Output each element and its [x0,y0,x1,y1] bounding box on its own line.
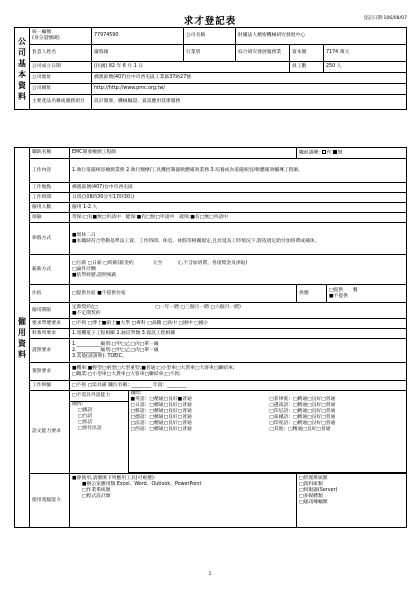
meal-value[interactable]: □提供 餐 ■不提供 [327,285,407,303]
founded-value[interactable]: (民國) 82 年 6 月 1 日 [92,62,290,73]
language-value[interactable] [70,391,407,474]
capital-label: 資本額 [290,45,324,62]
founded-label: 公司成立日期 [30,62,92,73]
domestic-lang-block: 國內: □國語 □台語 □客語 □原住民語 [70,401,128,473]
salary-label: 薪薪方式 [30,255,70,285]
uid-label: 統一編號 (身分證號碼) [30,28,92,45]
training-field[interactable]: 職前訓練: 有 無 [297,148,407,159]
language-grid [70,391,406,473]
job-content-label: 工作內容 [30,159,70,183]
lang-dom-0[interactable]: □國語 [78,407,93,413]
address-label: 公司地址 [30,73,92,84]
computer-label: 使用電腦能力 [30,474,70,528]
housing-label: 住宿 [30,285,70,303]
products-value[interactable]: 設計開發、機械驗證、資訊應用技術服務 [92,95,407,110]
leave-label: 休假方式 [30,223,70,255]
language-label: 語文能力要求 [30,391,70,474]
lang-none[interactable]: □不需具外語能力 [70,391,128,401]
leave-value[interactable]: ■周休二日 ■本職缺符合勞動基準法工資、工作時間、休息、休假等相關規定,且於延長工時情況下,將依規定給付加班費或補休。 [70,223,407,255]
job-content-value[interactable]: 1.執行電磁相容檢測業務 2.執行醫療/工具機控制器軟體確效業務 3.培養成為電磁相容/軟體確效輔導工程師。 [70,159,407,183]
uid-value[interactable]: 77974590 [92,28,184,45]
job-title-label: 職缺名稱 [30,148,70,159]
computer-value[interactable]: ■會使用,請選填下列應用工具(可複選): ■辦公室應用類 Excel、Word、Outlook、PowerPoint □作業系統類 □程式設計類 [70,474,297,528]
meal-label: 供膳 [297,285,327,303]
lang-l-1[interactable]: □日語：□精通□良好□普通 [130,403,192,408]
department-value[interactable]: 1.電機電子工程相關 2.通信學類 3.資訊工程相關 [70,329,407,339]
location-label: 工作地點 [30,183,70,193]
lang-r-5[interactable]: □其他：□精通□良好□普通 [269,427,331,432]
lang-r-0[interactable]: □菲律賓：□精通□良好□普通 [269,397,336,402]
lang-r-4[interactable]: □印度語：□精通□良好□普通 [269,421,336,426]
lang-dom-1[interactable]: □台語 [78,413,93,419]
experience-label: 工作經驗 [30,381,70,391]
driving-value[interactable]: ■機車:■輕型□重型□大型重型;■普通:□小型車□大貨車□大客車□聯結車; □職業:□小型車□大貨車□大客車□聯結車;□不拘; [70,363,407,381]
page-number: 1 [208,572,212,577]
job-info-table [14,147,407,528]
lang-r-2[interactable]: □印尼語：□精通□良好□普通 [269,409,336,414]
lang-l-3[interactable]: □德語：□精通□良好□普通 [130,415,192,420]
form-title: 求才登記表 [183,16,237,27]
department-label: 科系所要求 [30,329,70,339]
job-section-label: 僱 用 資 料 [15,148,30,528]
lang-l-4[interactable]: □法語：□精通□良好□普通 [130,421,192,426]
hours-label: 工作時間 [30,193,70,203]
cert-label: 證照要求 [30,339,70,363]
insurance-label: 保險 [30,213,70,223]
url-value[interactable]: http://http://www.pmc.org.tw/ [92,84,407,95]
period-label: 僱用期限 [30,303,70,319]
staff-label: 員工數 [290,62,324,73]
lang-r-1[interactable]: □越南語：□精通□良好□普通 [269,403,336,408]
headcount-value[interactable]: 僱用 1-2 人 [70,203,407,213]
foreign-lang-block: 國際: ■英語：□精通□良好■普通 □日語：□精通□良好□普通 □韓語：□精通□良好□普通 □德語：□精通□良好□普通 □法語：□精通□良好□普通 □西語：□精通□良好□普通 □菲律賓：□精通□良好□普通 □越南語：□精通□良好□普通 □印尼語：□精通□良好□普通 □泰國語：□精通□良好□普通 □印度語：□精通□良好□普通 □其他：□精通□良好□普通 [128,391,406,473]
address-value[interactable]: 郵遞區號(407)台中市西屯區工業區37路27號 [92,73,407,84]
staff-value[interactable]: 250 人 [324,62,407,73]
housing-value[interactable]: □提供住宿 ■不提供住宿 [70,285,297,303]
job-title-value[interactable]: EMC開發檢測工程師 [70,148,297,159]
products-label: 主要產品名稱或服務項目 [30,95,92,110]
experience-value[interactable]: □不拘 □需具備 職位名稱：________ 年資：________ [70,381,407,391]
lang-l-2[interactable]: □韓語：□精通□良好□普通 [130,409,192,414]
insurance-value[interactable]: 勞保:□有■無□申請中 健保:■有□無□申請中 就保:■有□無□申請中 [70,213,407,223]
location-value[interactable]: 郵遞區號(407)台中市西屯區 [70,183,407,193]
cert-value[interactable]: 1.__________級別:□甲□乙□丙□單一級 2.__________級別:□甲□乙□丙□單一級 3.其他(請說明): TOEIC。 [70,339,407,363]
lang-dom-3[interactable]: □原住民語 [78,425,102,431]
education-value[interactable]: □不拘 □博士■碩士■大學 □專科 □高職 □高中 □國中 □國小 [70,319,407,329]
industry-value[interactable]: 綜合研究發展服務業 [236,45,290,62]
period-value[interactable]: 定期契約(□ □一年一聘 □三個月一聘 □六個月一聘) ■不定期契約 [70,303,407,319]
owner-value[interactable]: 嚴瑞雄 [92,45,184,62]
hours-value[interactable]: 日班自08時30分至17時30分 [70,193,407,203]
lang-l-5[interactable]: □西語：□精通□良好□普通 [130,427,192,432]
driving-label: 駕照要求 [30,363,70,381]
company-info-table [14,27,407,110]
lang-r-3[interactable]: □泰國語：□精通□良好□普通 [269,415,336,420]
registration-date: 登記日期:106/08/07 [363,16,407,21]
owner-label: 負責人姓名 [30,45,92,62]
company-name-value[interactable]: 財團法人精密機械研究發展中心 [236,28,407,45]
url-label: 公司網址 [30,84,92,95]
industry-label: 行業別 [184,45,236,62]
capital-value[interactable]: 7174 萬元 [324,45,407,62]
salary-value[interactable]: □月薪 □日薪 □時薪(薪金約 元至 元,不含加班費、各項獎金及津貼) □論件計酬 ■依學經歷,證照核薪 [70,255,407,285]
lang-dom-2[interactable]: □客語 [78,419,93,425]
lang-l-0[interactable]: ■英語：□精通□良好■普通 [130,397,192,402]
foreign-lang-rows [129,397,407,433]
headcount-label: 僱用人數 [30,203,70,213]
computer-value-right[interactable]: □管理系統類 □資料庫類 □伺服器(Server) □多媒體類 □通訊傳輸類 [297,474,407,528]
company-name-label: 公司名稱 [184,28,236,45]
education-label: 要求學歷要求 [30,319,70,329]
company-section-label: 公 司 基 本 資 料 [15,28,30,110]
